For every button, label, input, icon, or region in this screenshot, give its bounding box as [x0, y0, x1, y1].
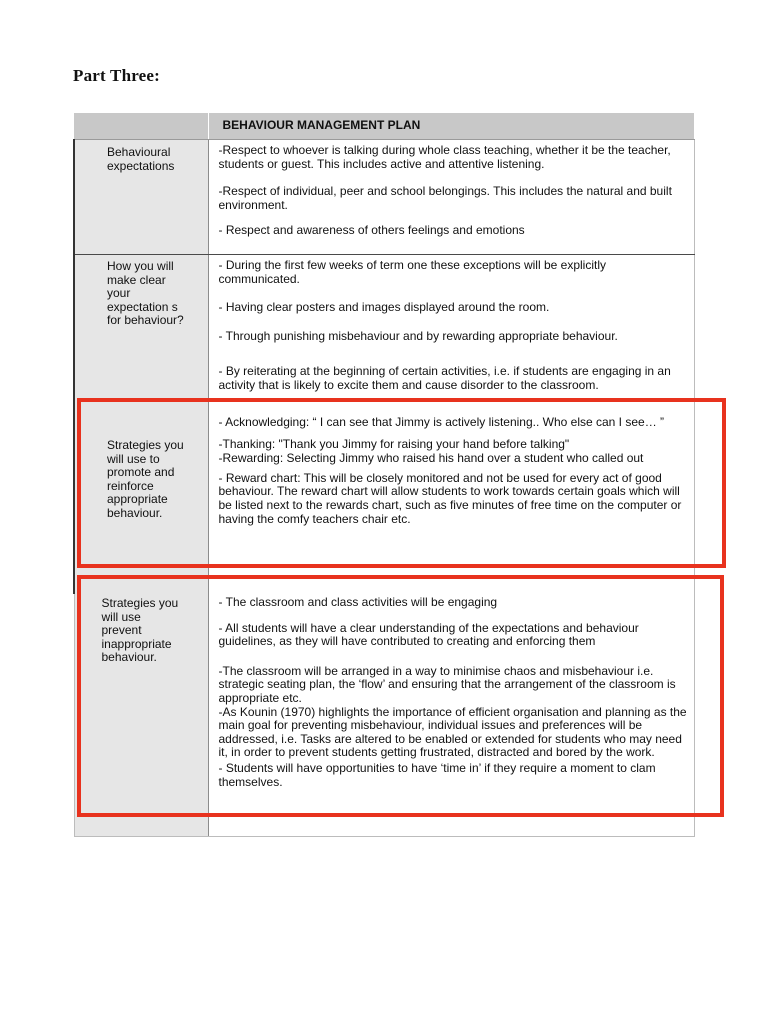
row-paragraph: - Reward chart: This will be closely monitored and not be used for every act of good behaviour. The reward chart will allow students to work towards certain goals which will be listed next to the rewards chart, such as five minutes of free time on the computer or having the comfy teachers chair etc. — [218, 470, 682, 526]
row-content-cell — [208, 255, 694, 405]
row-paragraph: -Thanking: "Thank you Jimmy for raising your hand before talking" — [218, 436, 570, 451]
row-content-cell — [208, 594, 694, 837]
part-title: Part Three: — [73, 66, 161, 85]
row-paragraph: - The classroom and class activities will be engaging — [218, 595, 498, 609]
row-label: How you will make clear your expectation s for behaviour? — [107, 259, 184, 328]
row-paragraph: -The classroom will be arranged in a way to minimise chaos and misbehaviour i.e. strategic seating plan, the ‘flow’ and ensuring that the arrangement of the classroom is appropriate etc. — [218, 663, 676, 705]
row-paragraph: - All students will have a clear understanding of the expectations and behaviour guidelines, as they will have contributed to creating and enforcing them — [218, 620, 639, 649]
row-paragraph: - Acknowledging: “ I can see that Jimmy is actively listening.. Who else can I see… ” — [218, 415, 665, 429]
table-row-behavioural-expectations — [74, 140, 694, 255]
table-row-prevent-inappropriate-behaviour — [74, 594, 694, 837]
row-label-cell — [74, 140, 208, 255]
table-header-title: BEHAVIOUR MANAGEMENT PLAN — [208, 113, 694, 140]
row-paragraph: - Having clear posters and images displayed around the room. — [218, 300, 550, 315]
row-content-cell — [208, 404, 694, 594]
row-label: Strategies you will use prevent inappropriate behaviour. — [101, 596, 179, 665]
row-paragraph: - Through punishing misbehaviour and by rewarding appropriate behaviour. — [218, 328, 618, 343]
behaviour-management-plan-table — [73, 113, 695, 837]
row-label-cell — [74, 404, 208, 594]
table-row-promote-appropriate-behaviour — [74, 404, 694, 594]
row-paragraph: - During the first few weeks of term one these exceptions will be explicitly communicated. — [218, 258, 606, 286]
row-paragraph: - Students will have opportunities to have ‘time in’ if they require a moment to clam themselves. — [218, 760, 656, 789]
row-paragraph: -Rewarding: Selecting Jimmy who raised his hand over a student who called out — [218, 451, 644, 466]
table-row-make-expectations-clear — [74, 255, 694, 405]
row-label-cell — [74, 255, 208, 405]
row-label: Behavioural expectations — [107, 145, 175, 173]
row-paragraph: -Respect to whoever is talking during whole class teaching, whether it be the teacher, students or guest. This includes active and attentive listening. — [218, 143, 671, 171]
header-label-cell — [74, 113, 208, 140]
row-label: Strategies you will use to promote and reinforce appropriate behaviour. — [107, 438, 184, 520]
row-label-cell — [74, 594, 208, 837]
row-paragraph: - By reiterating at the beginning of certain activities, i.e. if students are engaging in an activity that is likely to excite them and cause disorder to the classroom. — [218, 364, 671, 392]
table-header-row — [74, 113, 694, 140]
row-paragraph: -As Kounin (1970) highlights the importance of efficient organisation and planning as the main goal for preventing misbehaviour, individual issues and preferences will be addressed, i.e. Tasks are altered to be enabled or extended for students who may need it, in order to prevent students getting frustrated, distracted and bored by the work. — [218, 704, 687, 760]
row-paragraph: -Respect of individual, peer and school belongings. This includes the natural and built environment. — [218, 184, 672, 212]
row-content-cell — [208, 140, 694, 255]
row-paragraph: - Respect and awareness of others feelings and emotions — [218, 223, 525, 238]
